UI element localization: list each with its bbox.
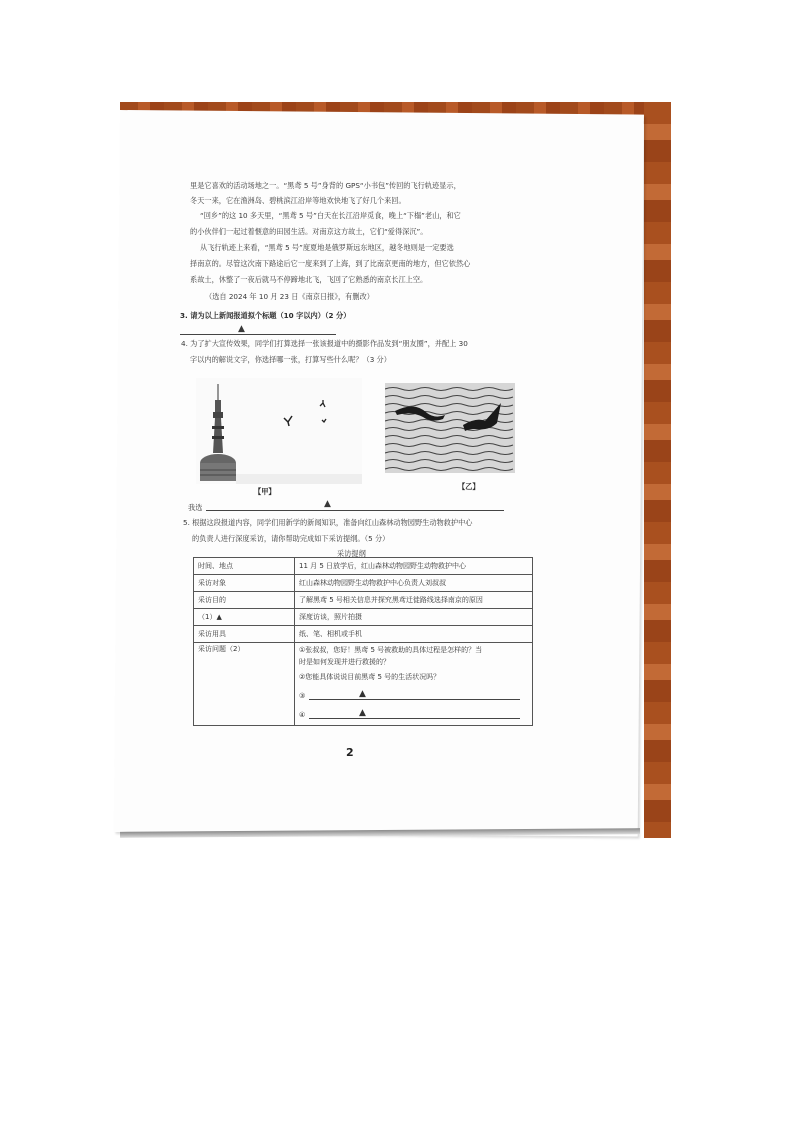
questions-cell [295, 643, 533, 726]
table-row [194, 609, 533, 626]
row-label-blank-1[interactable]: （1）▲ [194, 609, 295, 626]
row-value: 深度访谈，照片拍摄 [295, 609, 533, 626]
row-value: 了解黑鸢 5 号相关信息并探究黑鸢迁徙路线选择南京的原因 [295, 592, 533, 609]
question-4-line-1: 4. 为了扩大宣传效果，同学们打算选择一张该报道中的摄影作品发到“朋友圈”，并配上 30 [181, 339, 468, 348]
question-item-1a: ①张叔叔，您好！黑鸢 5 号被救助的具体过程是怎样的？当 [299, 646, 483, 654]
article-line-6: 择南京的。尽管这次南下路途后它一度来到了上海，到了比南京更南的地方，但它依然心 [190, 259, 471, 268]
row-label: 采访目的 [194, 592, 295, 609]
photo-b-label: 【乙】 [458, 482, 480, 491]
article-line-5: 从飞行轨迹上来看，“黑鸢 5 号”度夏地是俄罗斯远东地区，越冬地则是一定要选 [200, 243, 454, 252]
question-item-2: ②您能具体说说目前黑鸢 5 号的生活状况吗？ [299, 673, 441, 681]
article-line-4: 的小伙伴们一起过着惬意的田园生活。对南京这方故土，它们“爱得深沉”。 [190, 227, 428, 236]
question-item-4[interactable] [299, 709, 528, 721]
article-line-3: “回乡”的这 10 多天里，“黑鸢 5 号”白天在长江沿岸觅食，晚上“下榻”老山，和它 [200, 211, 461, 220]
row-value: 红山森林动物园野生动物救护中心负责人刘叔叔 [295, 575, 533, 592]
article-line-1: 里是它喜欢的活动场地之一。“黑鸢 5 号”身背的 GPS“小书包”传回的飞行轨迹显示， [190, 181, 461, 190]
page-number: 2 [346, 746, 354, 759]
question-5-line-1: 5. 根据这段报道内容，同学们用新学的新闻知识，准备向红山森林动物园野生动物救护中心 [183, 518, 473, 527]
question-item-3[interactable] [299, 690, 528, 702]
article-source: （选自 2024 年 10 月 23 日《南京日报》，有删改） [205, 292, 374, 301]
row-value: 11 月 5 日放学后，红山森林动物园野生动物救护中心 [295, 558, 533, 575]
question-item-4-number: ④ [299, 711, 306, 719]
question-item-1b: 时是如何发现并进行救援的？ [299, 658, 390, 666]
table-row [194, 626, 533, 643]
q5-item4-marker: ▲ [359, 708, 366, 718]
article-line-2: 冬天一来，它在渔洲岛、碧桃滨江沿岸等地欢快地飞了好几个来回。 [190, 196, 406, 205]
q4-answer-marker: ▲ [324, 499, 331, 509]
q3-answer-line[interactable] [180, 334, 336, 335]
question-3: 3. 请为以上新闻报道拟个标题（10 字以内）（2 分） [180, 311, 351, 320]
question-item-3-number: ③ [299, 692, 306, 700]
choose-prefix: 我选 [188, 503, 203, 512]
questions-label: 采访问题（2） [194, 643, 295, 726]
photo-b-birds-water [385, 383, 515, 473]
photo-a-tower [196, 378, 362, 484]
table-row [194, 575, 533, 592]
q5-item3-line [309, 699, 520, 700]
photo-a-label: 【甲】 [254, 487, 276, 496]
table-row [194, 592, 533, 609]
row-label: 采访对象 [194, 575, 295, 592]
interview-outline-table [193, 557, 533, 726]
q3-answer-marker: ▲ [238, 324, 245, 334]
q5-item3-marker: ▲ [359, 689, 366, 699]
question-4-line-2: 字以内的解说文字，你选择哪一张，打算写些什么呢？（3 分） [190, 355, 391, 364]
q5-item4-line [309, 718, 520, 719]
row-label: 采访用具 [194, 626, 295, 643]
wood-table-right [644, 102, 671, 838]
table-row [194, 558, 533, 575]
interview-table-title: 采访提纲 [337, 549, 366, 558]
question-5-line-2: 的负责人进行深度采访，请你帮助完成如下采访提纲。（5 分） [192, 534, 390, 543]
table-row-questions [194, 643, 533, 726]
article-line-7: 系故土，休整了一夜后就马不停蹄地北飞，飞回了它熟悉的南京长江上空。 [190, 275, 428, 284]
row-value: 纸、笔、相机或手机 [295, 626, 533, 643]
row-label: 时间、地点 [194, 558, 295, 575]
q4-answer-line[interactable] [206, 510, 504, 511]
